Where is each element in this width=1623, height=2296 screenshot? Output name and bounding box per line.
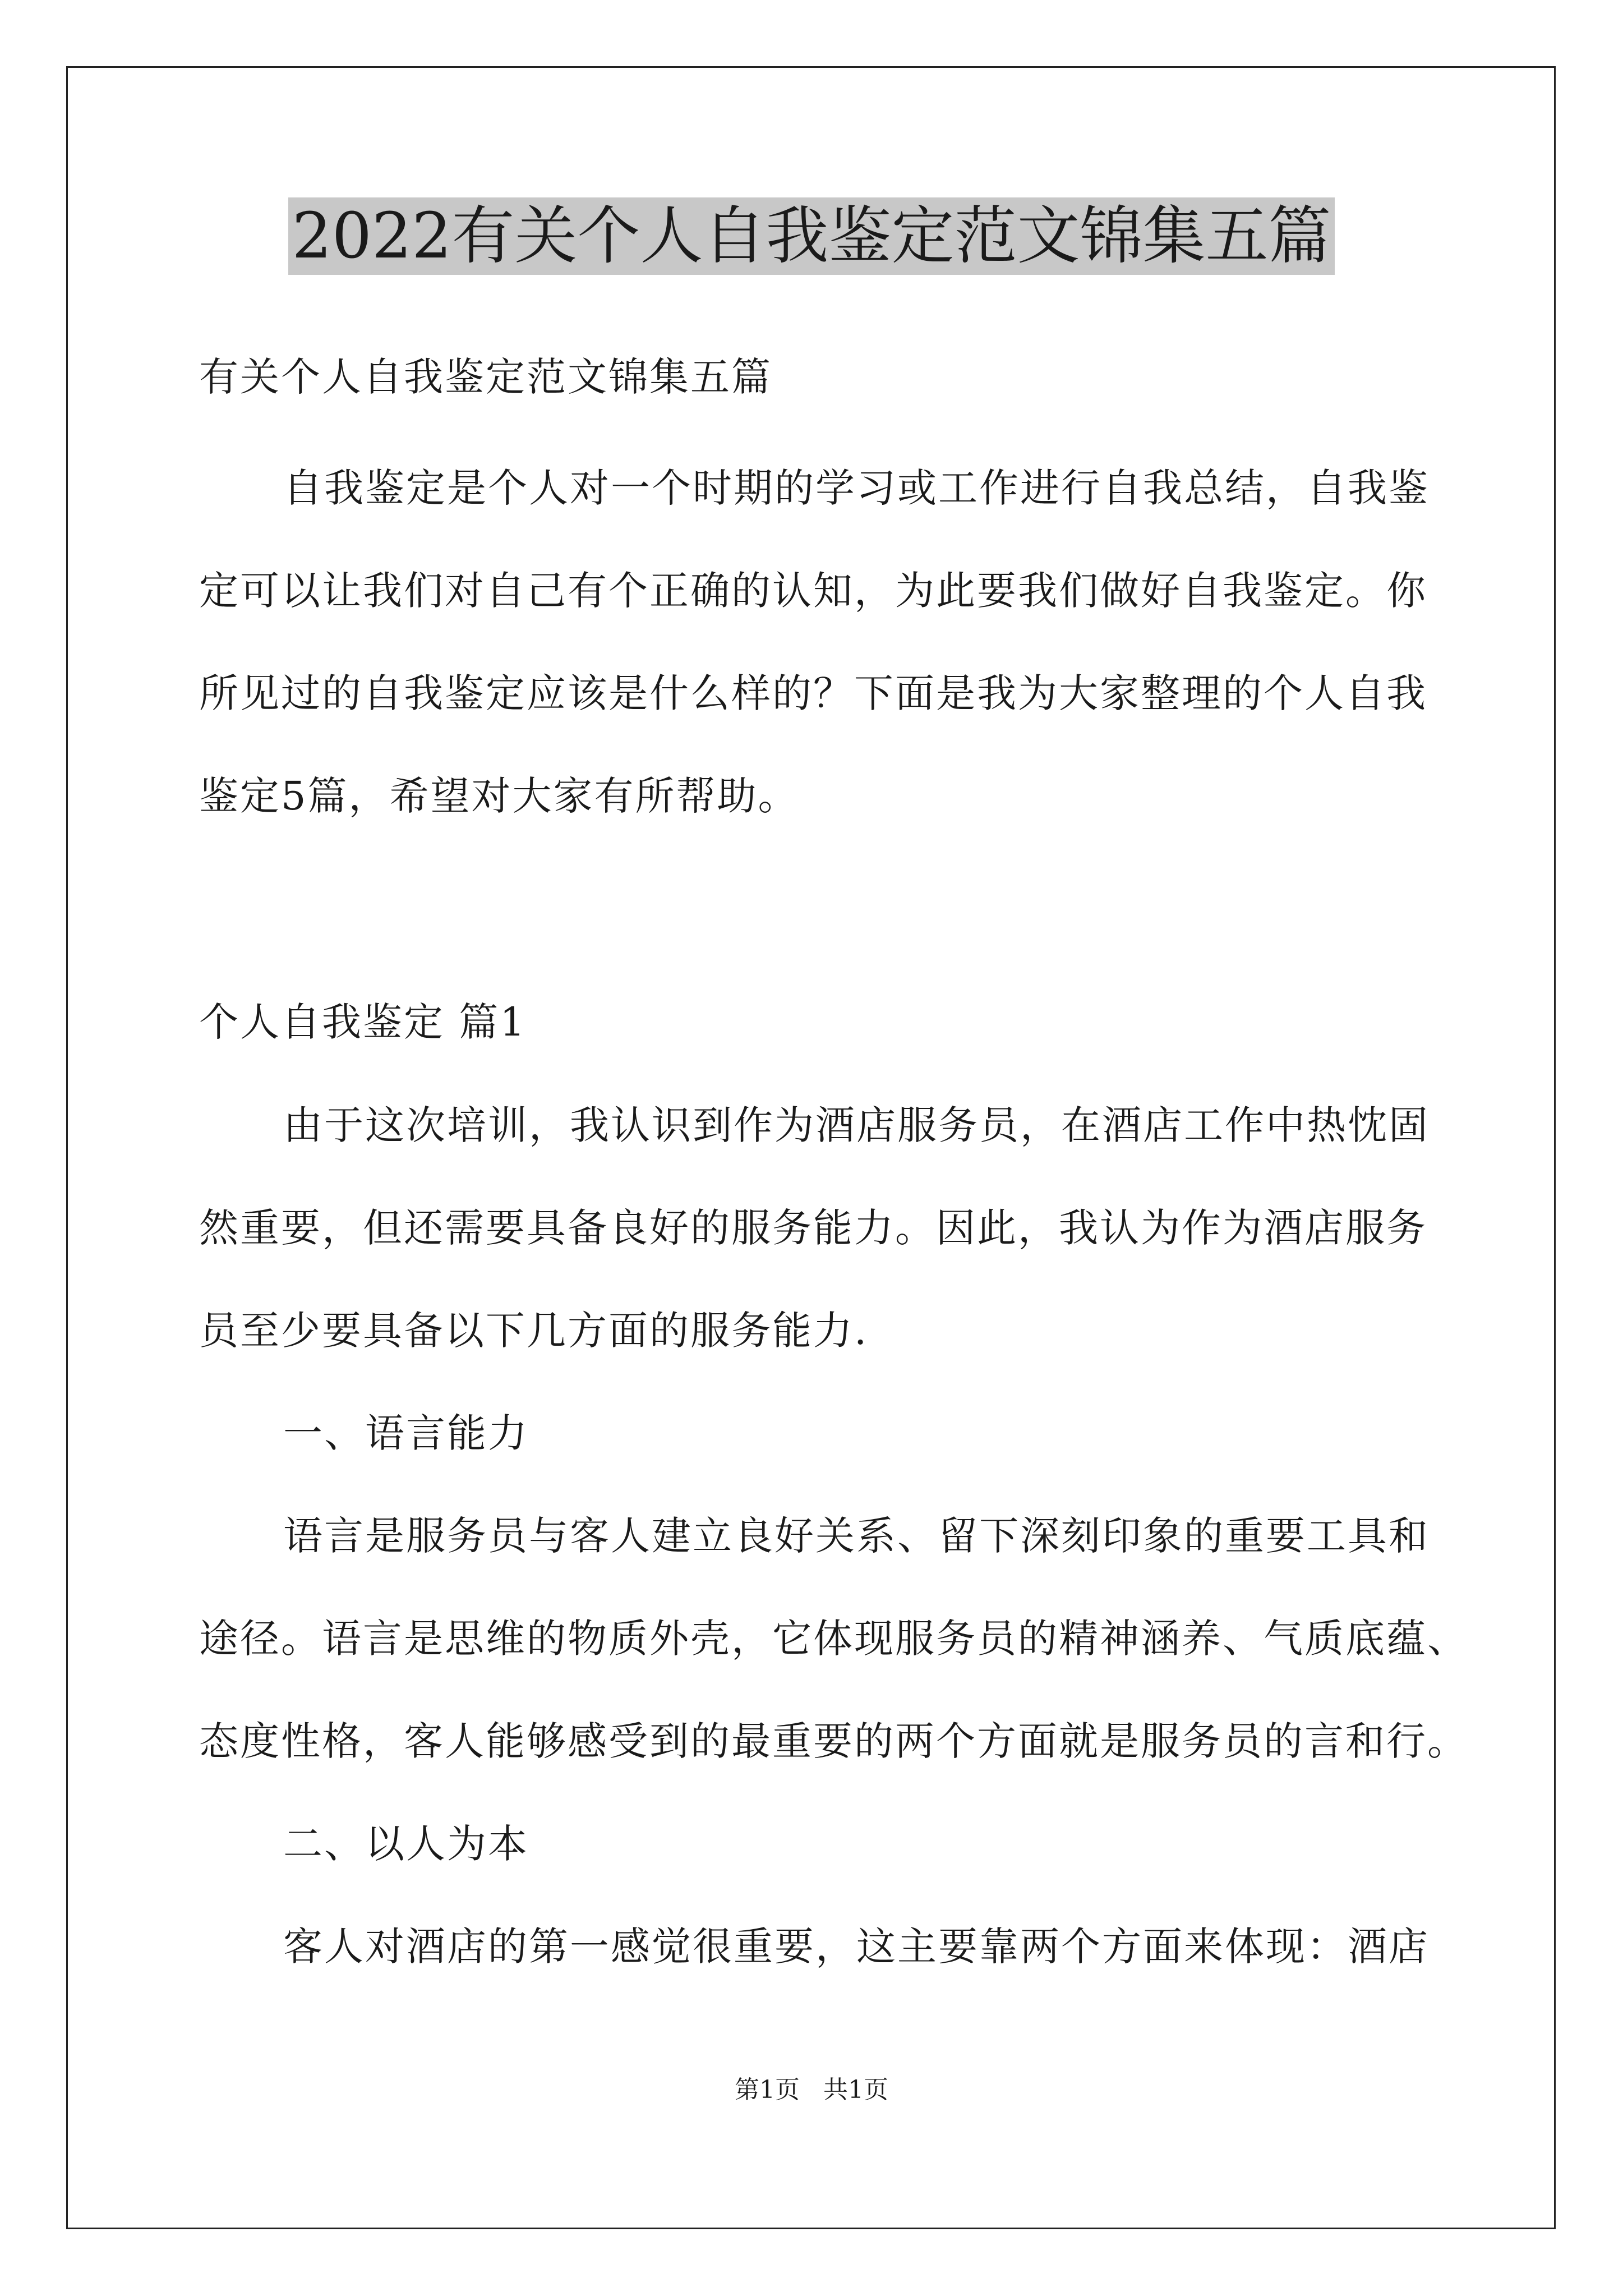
point-heading-language: 一、语言能力 bbox=[283, 1410, 529, 1456]
paragraph-line: 客人对酒店的第一感觉很重要，这主要靠两个方面来体现：酒店 bbox=[283, 1924, 1430, 1970]
intro-line: 鉴定5篇，希望对大家有所帮助。 bbox=[199, 773, 799, 819]
paragraph-line: 途径。语言是思维的物质外壳，它体现服务员的精神涵养、气质底蕴、 bbox=[199, 1616, 1468, 1662]
document-subtitle: 有关个人自我鉴定范文锦集五篇 bbox=[199, 354, 772, 400]
paragraph-line: 态度性格，客人能够感受到的最重要的两个方面就是服务员的言和行。 bbox=[199, 1718, 1468, 1764]
intro-line: 自我鉴定是个人对一个时期的学习或工作进行自我总结，自我鉴 bbox=[283, 465, 1430, 511]
document-title-container bbox=[0, 197, 1623, 275]
paragraph-line: 语言是服务员与客人建立良好关系、留下深刻印象的重要工具和 bbox=[283, 1513, 1430, 1559]
paragraph-line: 员至少要具备以下几方面的服务能力. bbox=[199, 1308, 869, 1354]
section-heading: 个人自我鉴定 篇1 bbox=[199, 999, 527, 1045]
point-heading-people-first: 二、以人为本 bbox=[283, 1821, 529, 1867]
document-title: 2022有关个人自我鉴定范文锦集五篇 bbox=[288, 197, 1334, 275]
paragraph-line: 然重要，但还需要具备良好的服务能力。因此，我认为作为酒店服务 bbox=[199, 1205, 1427, 1251]
intro-line: 定可以让我们对自己有个正确的认知，为此要我们做好自我鉴定。你 bbox=[199, 568, 1427, 614]
intro-line: 所见过的自我鉴定应该是什么样的？下面是我为大家整理的个人自我 bbox=[199, 670, 1427, 716]
page-footer: 第1页 共1页 bbox=[735, 2076, 888, 2104]
paragraph-line: 由于这次培训，我认识到作为酒店服务员，在酒店工作中热忱固 bbox=[283, 1102, 1430, 1148]
